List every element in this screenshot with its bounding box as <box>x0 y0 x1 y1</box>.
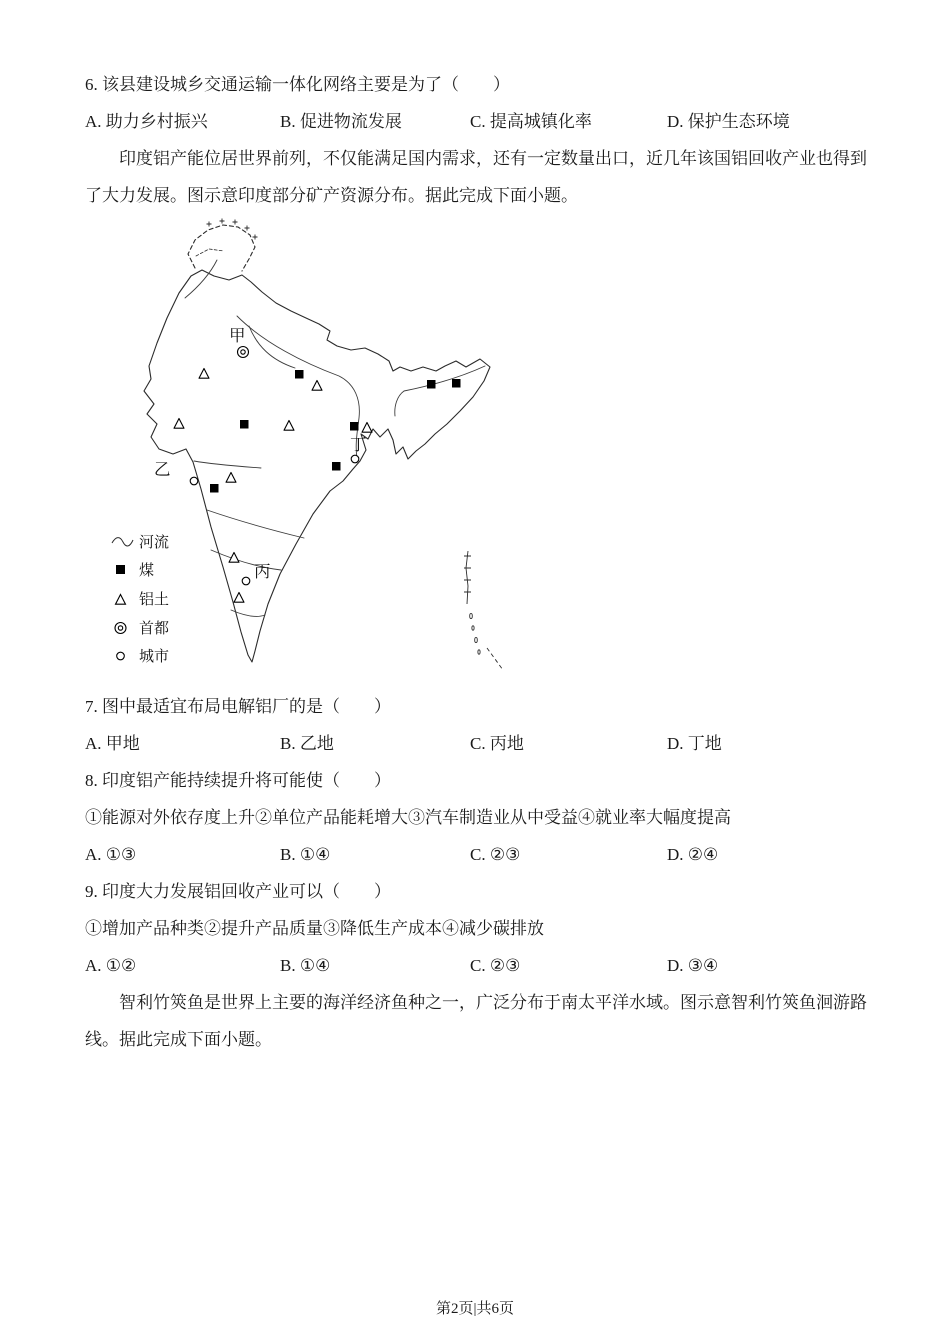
q8-option-a: A. ①③ <box>85 845 137 864</box>
river-godavari <box>207 510 304 538</box>
q7-option-d: D. 丁地 <box>667 734 722 753</box>
label-ding: 丁 <box>350 435 367 454</box>
q9-option-b: B. ①④ <box>280 956 331 975</box>
question-6-options <box>85 103 865 140</box>
kashmir-boundary <box>188 225 255 271</box>
label-yi: 乙 <box>154 460 171 479</box>
question-7-stem: 7. 图中最适宜布局电解铝厂的是（ ） <box>85 697 391 716</box>
question-8-stem: 8. 印度铝产能持续提升将可能使（ ） <box>85 771 391 790</box>
legend-city-label: 城市 <box>139 649 170 665</box>
passage-india-line1: 印度铝产能位居世界前列，不仅能满足国内需求，还有一定数量出口，近几年该国铝回收产业也得到 <box>119 149 867 168</box>
q7-option-a: A. 甲地 <box>85 734 140 753</box>
map-legend <box>112 534 169 665</box>
boundary-plus-marks <box>207 219 258 240</box>
question-7-options <box>85 725 865 762</box>
passage-fish-line1: 智利竹筴鱼是世界上主要的海洋经济鱼种之一，广泛分布于南太平洋水域。图示意智利竹筴鱼洄游路 <box>119 993 867 1012</box>
question-8-subitems: ①能源对外依存度上升②单位产品能耗增大③汽车制造业从中受益④就业率大幅度提高 <box>85 808 731 827</box>
label-jia: 甲 <box>229 326 246 345</box>
river-narmada <box>194 461 261 468</box>
river-indus <box>185 260 217 298</box>
q6-option-a: A. 助力乡村振兴 <box>85 112 208 131</box>
legend-capital-icon <box>115 623 126 634</box>
page-footer: 第2页|共6页 <box>435 1301 514 1317</box>
india-map-svg <box>99 218 529 678</box>
q9-option-d: D. ③④ <box>667 956 719 975</box>
kashmir-inner-line <box>196 249 224 256</box>
q8-option-b: B. ①④ <box>280 845 331 864</box>
india-outline <box>144 270 490 662</box>
river-krishna <box>211 550 281 570</box>
legend-river-icon <box>112 538 133 546</box>
legend-bauxite-label: 铝土 <box>139 592 170 608</box>
label-bing: 丙 <box>254 562 271 581</box>
coal-markers <box>210 370 461 493</box>
q8-option-c: C. ②③ <box>470 845 521 864</box>
india-mineral-map-figure <box>99 218 529 682</box>
q9-option-c: C. ②③ <box>470 956 521 975</box>
legend-bauxite-icon <box>116 595 126 605</box>
legend-city-icon <box>117 652 125 660</box>
legend-coal-label: 煤 <box>139 563 155 579</box>
q6-option-b: B. 促进物流发展 <box>280 112 402 131</box>
question-9-options <box>85 947 865 984</box>
passage-fish-line2: 线。据此完成下面小题。 <box>85 1030 272 1049</box>
legend-river-label: 河流 <box>139 535 170 551</box>
river-brahmaputra <box>395 366 485 416</box>
passage-india-line2: 了大力发展。图示意印度部分矿产资源分布。据此完成下面小题。 <box>85 186 578 205</box>
legend-capital-label: 首都 <box>139 621 170 637</box>
q9-option-a: A. ①② <box>85 956 137 975</box>
legend-coal-icon <box>116 565 125 574</box>
island-chain <box>464 551 503 670</box>
question-6-stem: 6. 该县建设城乡交通运输一体化网络主要是为了（ ） <box>85 75 510 94</box>
q7-option-b: B. 乙地 <box>280 734 334 753</box>
q6-option-c: C. 提高城镇化率 <box>470 112 592 131</box>
rivers <box>185 260 485 616</box>
q6-option-d: D. 保护生态环境 <box>667 112 790 131</box>
q8-option-d: D. ②④ <box>667 845 719 864</box>
capital-marker <box>238 347 249 358</box>
q7-option-c: C. 丙地 <box>470 734 524 753</box>
city-markers <box>190 455 359 585</box>
question-9-stem: 9. 印度大力发展铝回收产业可以（ ） <box>85 882 391 901</box>
bauxite-markers <box>174 369 372 603</box>
river-ganges <box>237 316 359 458</box>
question-8-options <box>85 836 865 873</box>
question-9-subitems: ①增加产品种类②提升产品质量③降低生产成本④减少碳排放 <box>85 919 544 938</box>
